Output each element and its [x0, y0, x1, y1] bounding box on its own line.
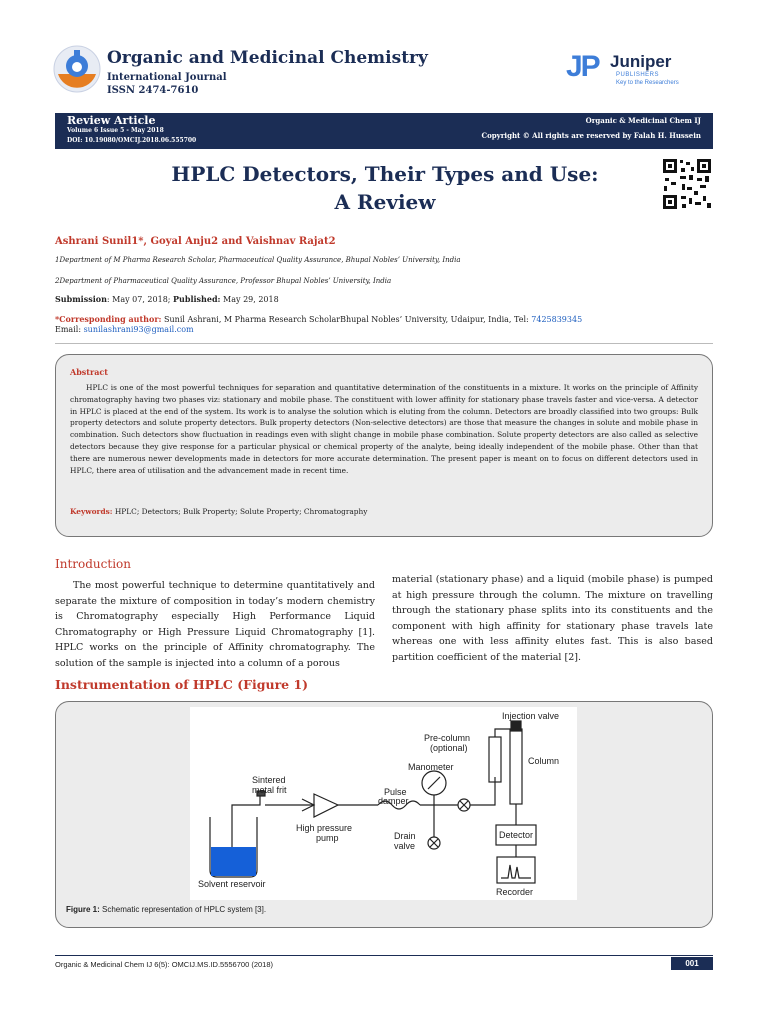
introduction-col1: The most powerful technique to determine quantitatively and separate the mixture of composition in today’s modern chemistry is Chromatography especially High Performance Liquid Chromatography or High Pressure Liquid Chromatography [1]. HPLC works on the principle of Affinity chromatography. The solution of the sample is injected into a column of a porous [55, 580, 375, 669]
keywords-text: HPLC; Detectors; Bulk Property; Solute Property; Chromatography [112, 507, 368, 516]
keywords [70, 507, 367, 516]
published-date: May 29, 2018 [223, 295, 279, 304]
email-label: Email: [55, 325, 84, 334]
label-high-pressure: High pressure [296, 823, 353, 833]
hplc-schematic [190, 707, 577, 900]
label-sintered: Sintered [252, 775, 286, 785]
injection-valve [511, 721, 521, 731]
article-title-line1: HPLC Detectors, Their Types and Use: [171, 162, 599, 186]
corresponding-text: Sunil Ashrani, M Pharma Research ScholarBhupal Nobles’ University, Udaipur, India, Tel: [161, 315, 532, 324]
solvent-fill [211, 847, 256, 876]
inlet-line [232, 795, 260, 847]
abstract-heading: Abstract [70, 367, 108, 377]
footer-line [55, 955, 713, 956]
corresponding-author [55, 314, 695, 335]
publisher-logo [566, 50, 716, 90]
label-pulse: Pulse [384, 787, 407, 797]
journal-title: Organic and Medicinal Chemistry [107, 48, 428, 68]
journal-logo [52, 44, 102, 94]
introduction-col2: material (stationary phase) and a liquid (mobile phase) is pumped at high pressure through the column. The mixture on travelling through the stationary phase splits into its constituents and the component with high affinity for stationary phase travels late whereas one with less affinity elutes fast. This is also based partition coefficient of the material [2]. [392, 574, 713, 663]
dates [55, 294, 279, 304]
journal-subtitle [107, 71, 227, 97]
article-banner [55, 113, 713, 149]
label-recorder: Recorder [496, 887, 534, 897]
label-damper: damper [378, 796, 409, 806]
article-title-line2: A Review [334, 190, 436, 214]
journal-abbrev: Organic & Medicinal Chem IJ [585, 116, 701, 125]
publisher-logo-letters: JP [566, 50, 599, 83]
qr-code-icon[interactable] [662, 158, 712, 210]
affiliation-1: 1Department of M Pharma Research Scholar, Pharmaceutical Quality Assurance, Bhupal Nobles’ University, India [55, 256, 461, 264]
pump-symbol [314, 794, 338, 817]
published-label: Published: [173, 294, 221, 304]
label-pre-column-optional: (optional) [430, 743, 468, 753]
label-drain: Drain [394, 831, 416, 841]
submission-label: Submission [55, 294, 107, 304]
publisher-tagline: Key to the Researchers [616, 80, 679, 86]
pre-column [489, 737, 501, 782]
label-column: Column [528, 756, 560, 766]
doi[interactable]: DOI: 10.19080/OMCIJ.2018.06.555700 [67, 137, 197, 144]
volume-info: Volume 6 Issue 5 - May 2018 [67, 127, 164, 134]
abstract-text: HPLC is one of the most powerful techniques for separation and quantitative determination of the constituents in a mixture. It works on the principle of Affinity chromatography having two phases viz: stationary and mobile phase. The constituent with lower affinity for stationary phase travels faster and vice-versa. A detector in HPLC is placed at the end of the system. Its work is to analyse the solution which is eluting from the column. Detectors are broadly classified into two groups: Bulk property detectors and solute property detectors. Bulk property detectors (Non-selective detectors) are those that measure the changes in solute and mobile phase in combination. Such detectors show fluctuation in readings even with slight change in mobile phase combination. Solute property detectors are also called as selective detectors because they give response for a particular physical or chemical property of the analyte, being ideally independent of the mobile phase. Other than that there are numerous newer developments made in detectors for more accurate determination. The present paper is meant on to focus on different detectors used in HPLC, there area of utilisation and the advancement made in recent time. [70, 383, 698, 475]
copyright: Copyright © All rights are reserved by Falah H. Hussein [481, 131, 701, 140]
footer-citation: Organic & Medicinal Chem IJ 6(5): OMCIJ.MS.ID.5556700 (2018) [55, 960, 274, 969]
caption-label: Figure 1: [66, 905, 100, 914]
email-link[interactable]: sunilashrani93@gmail.com [83, 325, 194, 334]
corresponding-label: *Corresponding author: [55, 314, 162, 324]
authors: Ashrani Sunil1*, Goyal Anju2 and Vaishnav Rajat2 [55, 236, 336, 247]
label-pump: pump [316, 833, 339, 843]
column [510, 729, 522, 804]
keywords-label: Keywords: [70, 507, 113, 516]
label-injection-valve: Injection valve [502, 711, 560, 721]
label-drain-valve: valve [394, 841, 416, 851]
article-type: Review Article [67, 114, 156, 127]
abstract-box [55, 354, 713, 537]
publisher-sub: PUBLISHERS [616, 72, 660, 78]
submission-date: : May 07, 2018; [106, 295, 171, 304]
instrumentation-heading: Instrumentation of HPLC (Figure 1) [55, 677, 309, 692]
label-metal-frit: metal frit [252, 785, 287, 795]
figure-caption [66, 905, 266, 914]
label-detector: Detector [499, 830, 534, 840]
journal-subtitle-text: International Journal [107, 72, 227, 83]
label-pre-column: Pre-column [424, 733, 471, 743]
label-manometer: Manometer [408, 762, 454, 772]
divider [55, 343, 713, 344]
affiliation-2: 2Department of Pharmaceutical Quality Assurance, Professor Bhupal Nobles’ University, India [55, 277, 392, 285]
caption-text: Schematic representation of HPLC system [3]. [99, 905, 267, 914]
label-solvent-reservoir: Solvent reservoir [198, 879, 266, 889]
publisher-name: Juniper [610, 52, 672, 71]
introduction-heading: Introduction [55, 557, 131, 571]
issn: ISSN 2474-7610 [107, 85, 199, 96]
article-title [150, 160, 620, 216]
page-number: 001 [671, 957, 713, 970]
corresponding-tel[interactable]: 7425839345 [531, 315, 583, 324]
